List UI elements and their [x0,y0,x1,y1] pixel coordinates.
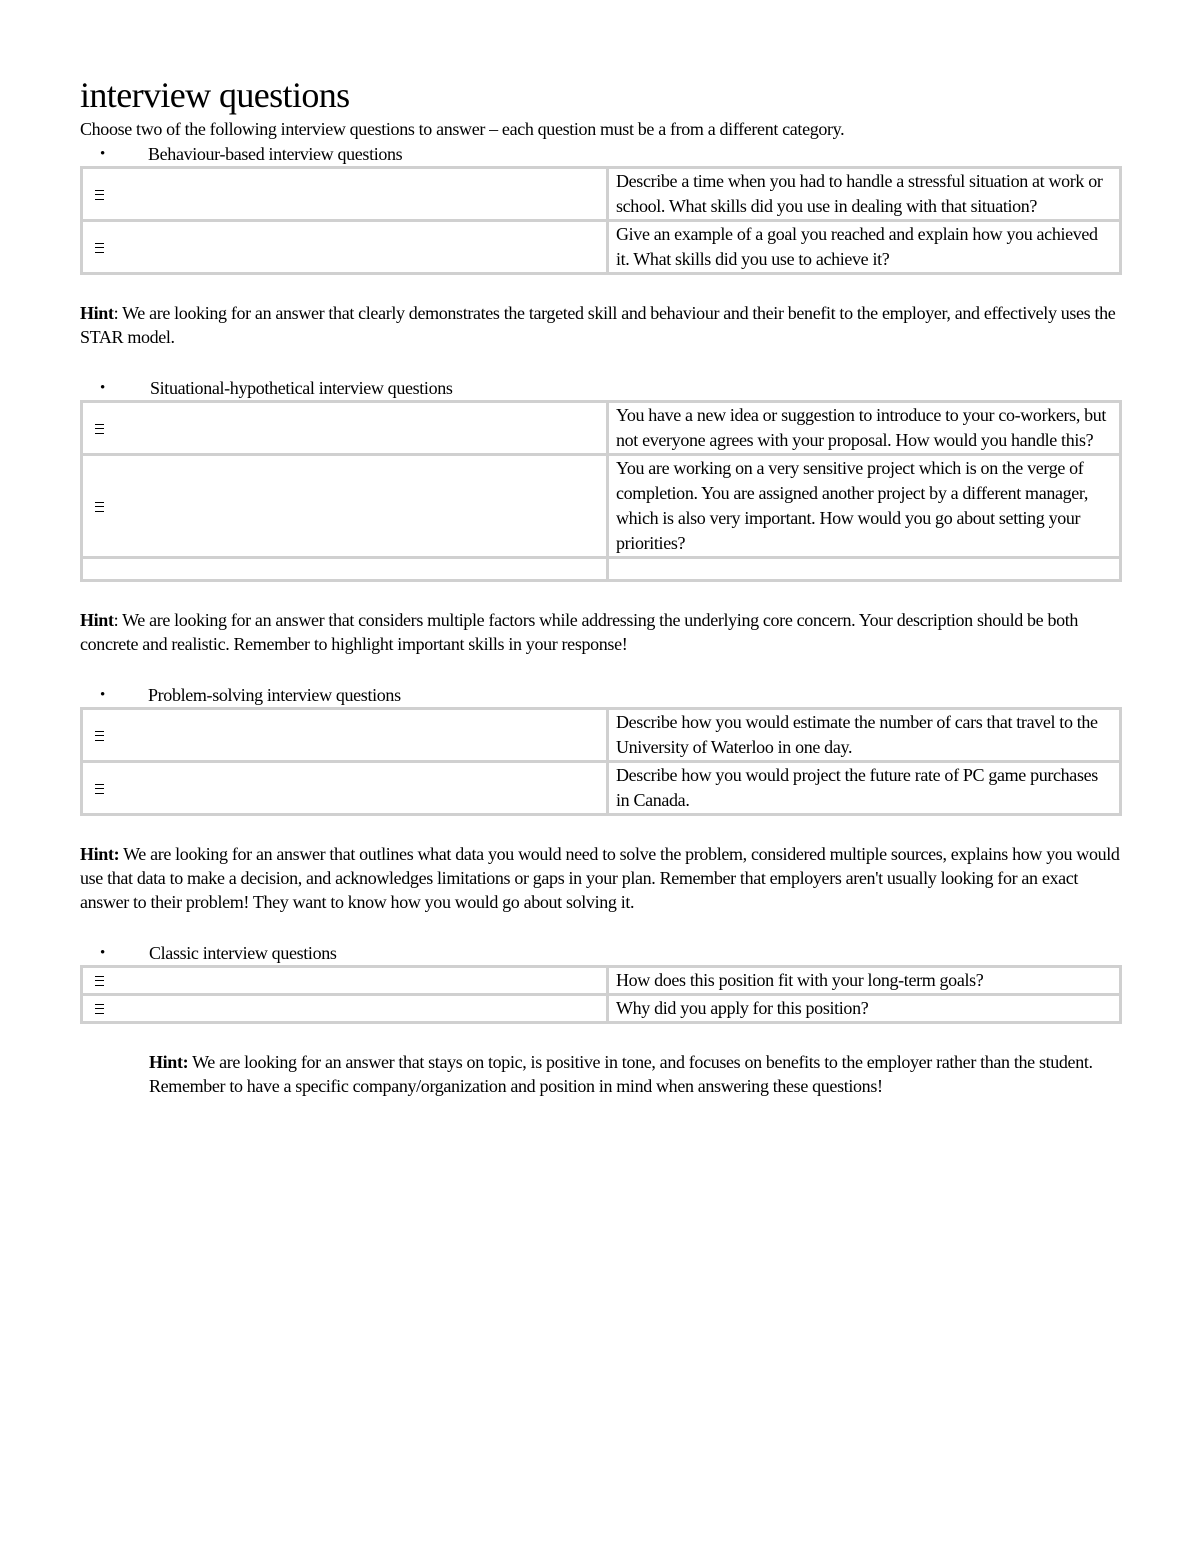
question-table-behaviour [80,166,1122,275]
section-heading-classic [80,941,1122,965]
bullet-icon: • [100,146,105,162]
hint-label: Hint [80,303,114,323]
section-heading-situational [80,376,1122,400]
question-table-situational [80,400,1122,582]
hint-behaviour [80,301,1122,349]
checkbox-cell[interactable] [82,967,608,995]
hint-classic [80,1050,1122,1098]
question-text: How does this position fit with your long-term goals? [608,967,1121,995]
hint-label: Hint: [80,844,120,864]
hint-text: : We are looking for an answer that considers multiple factors while addressing the underlying core concern. Your description should be both concrete and realistic. Remember to highlight important skills in your response! [80,610,1079,654]
hint-problem-solving [80,842,1122,914]
table-row [82,995,1121,1023]
checkbox-icon[interactable] [95,976,104,986]
page-title: interview questions [80,75,350,115]
empty-cell [82,558,608,581]
intro-text: Choose two of the following interview questions to answer – each question must be a from a different category. [80,119,845,139]
table-row [82,709,1121,762]
question-text: Describe how you would estimate the number of cars that travel to the University of Waterloo in one day. [608,709,1121,762]
table-row [82,762,1121,815]
bullet-icon: • [100,380,105,396]
bullet-icon: • [100,687,105,703]
checkbox-cell[interactable] [82,762,608,815]
document-page [80,72,1122,1098]
section-heading-label: Classic interview questions [149,943,337,963]
question-text: Describe a time when you had to handle a stressful situation at work or school. What skills did you use in dealing with that situation? [608,168,1121,221]
checkbox-cell[interactable] [82,168,608,221]
checkbox-icon[interactable] [95,731,104,741]
question-text: Why did you apply for this position? [608,995,1121,1023]
question-text: Describe how you would project the future rate of PC game purchases in Canada. [608,762,1121,815]
checkbox-cell[interactable] [82,221,608,274]
checkbox-icon[interactable] [95,424,104,434]
question-text: Give an example of a goal you reached and explain how you achieved it. What skills did you use to achieve it? [608,221,1121,274]
checkbox-cell[interactable] [82,455,608,558]
section-heading-behaviour [80,142,1122,166]
question-text: You have a new idea or suggestion to introduce to your co-workers, but not everyone agrees with your proposal. How would you handle this? [608,402,1121,455]
table-row [82,221,1121,274]
section-heading-problem-solving [80,683,1122,707]
table-row [82,455,1121,558]
table-row-empty [82,558,1121,581]
checkbox-cell[interactable] [82,995,608,1023]
section-heading-label: Behaviour-based interview questions [148,144,403,164]
checkbox-icon[interactable] [95,190,104,200]
table-row [82,168,1121,221]
empty-cell [608,558,1121,581]
hint-text: : We are looking for an answer that clearly demonstrates the targeted skill and behaviour and their benefit to the employer, and effectively uses the STAR model. [80,303,1116,347]
checkbox-cell[interactable] [82,402,608,455]
hint-label: Hint [80,610,114,630]
table-row [82,967,1121,995]
table-row [82,402,1121,455]
hint-label: Hint: [149,1052,189,1072]
section-heading-label: Problem-solving interview questions [148,685,401,705]
bullet-icon: • [100,945,105,961]
checkbox-icon[interactable] [95,243,104,253]
hint-text: We are looking for an answer that stays on topic, is positive in tone, and focuses on benefits to the employer rather than the student. Remember to have a specific company/organization and position in mind when answering these questions! [149,1052,1093,1096]
hint-text: We are looking for an answer that outlines what data you would need to solve the problem, considered multiple sources, explains how you would use that data to make a decision, and acknowledges limitations or gaps in your plan. Remember that employers aren't usually looking for an exact answer to their problem! They want to know how you would go about solving it. [80,844,1120,912]
checkbox-icon[interactable] [95,502,104,512]
question-text: You are working on a very sensitive project which is on the verge of completion. You are assigned another project by a different manager, which is also very important. How would you go about setting your priorities? [608,455,1121,558]
checkbox-icon[interactable] [95,784,104,794]
checkbox-cell[interactable] [82,709,608,762]
hint-situational [80,608,1122,656]
section-heading-label: Situational-hypothetical interview questions [150,378,453,398]
question-table-problem-solving [80,707,1122,816]
question-table-classic [80,965,1122,1024]
checkbox-icon[interactable] [95,1004,104,1014]
